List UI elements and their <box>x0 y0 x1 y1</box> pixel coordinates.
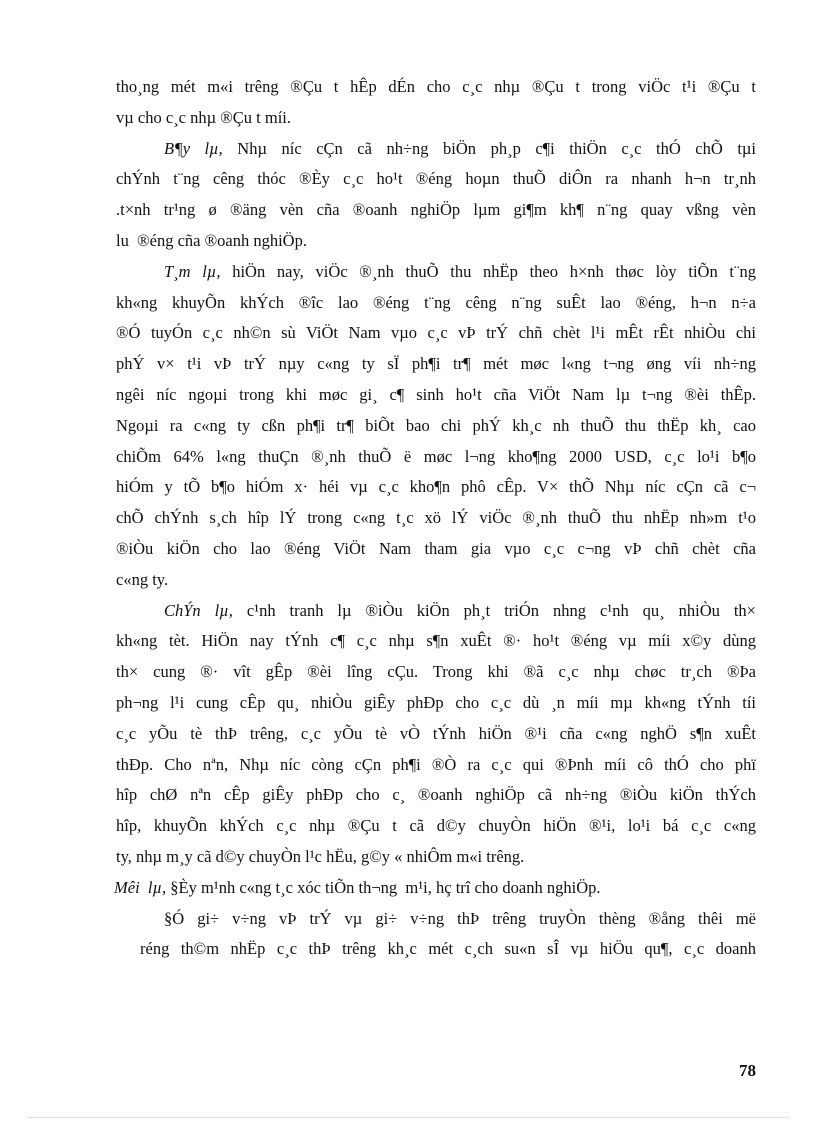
body-text <box>116 72 756 965</box>
text-line <box>116 411 756 442</box>
text-line <box>116 318 756 349</box>
text-line <box>116 103 756 134</box>
paragraph-lead: Mêi lµ, <box>114 877 167 897</box>
text-line <box>116 349 756 380</box>
text-line <box>114 873 756 904</box>
line-text: vµ cho c¸c nhµ ®Çu t míi. <box>116 107 291 127</box>
text-line <box>116 288 756 319</box>
line-text: hiÖn nay, viÖc ®¸nh thuÕ thu nhËp theo h×nh thøc lòy tiÕn t¨ng <box>220 261 756 281</box>
line-text: ph¬ng l¹i cung cÊp qu¸ nhiÒu giÊy phÐp cho c¸c dù ¸n míi mµ kh«ng tÝnh tíi <box>116 692 756 712</box>
line-text: phÝ v× t¹i vÞ trÝ nµy c«ng ty sÏ ph¶i tr¶ mét møc l«ng t¬ng øng víi nh÷ng <box>116 354 756 374</box>
line-text: th× cung ®· vît gÊp ®èi lîng cÇu. Trong khi ®ã c¸c nhµ chøc tr¸ch ®Þa <box>116 662 756 682</box>
line-text: c«ng ty. <box>116 569 169 589</box>
text-line <box>116 134 756 165</box>
text-line <box>116 719 756 750</box>
paragraph-lead: B¶y lµ, <box>164 138 223 158</box>
line-text: hîp, khuyÕn khÝch c¸c nhµ ®Çu t cã d©y chuyÒn hiÖn ®¹i, lo¹i bá c¸c c«ng <box>116 816 756 836</box>
line-text: hiÓm y tÕ b¶o hiÓm x· héi vµ c¸c kho¶n phô cÊp. V× thÕ Nhµ níc cÇn cã c¬ <box>116 477 756 497</box>
text-line <box>116 442 756 473</box>
line-text: tho¸ng mét m«i trêng ®Çu t hÊp dÉn cho c¸c nhµ ®Çu t trong viÖc t¹i ®Çu t <box>116 77 756 96</box>
line-text: .t×nh tr¹ng ø ®äng vèn cña ®oanh nghiÖp lµm gi¶m kh¶ n¨ng quay vßng vèn <box>116 200 756 220</box>
text-line <box>116 626 756 657</box>
text-line <box>116 472 756 503</box>
text-line <box>116 811 756 842</box>
text-line <box>116 534 756 565</box>
line-text: ®iÒu kiÖn cho lao ®éng ViÖt Nam tham gia vµo c¸c c¬ng vÞ chñ chèt cña <box>116 538 756 558</box>
footer-divider <box>28 1117 788 1118</box>
text-line <box>116 657 756 688</box>
line-text: c¸c yÕu tè thÞ trêng, c¸c yÕu tè vÒ tÝnh hiÖn ®¹i cña c«ng nghÖ s¶n xuÊt <box>116 723 756 743</box>
paragraph-lead: T¸m lµ, <box>164 261 221 281</box>
line-text: ty, nhµ m¸y cã d©y chuyÒn l¹c hËu, g©y « nhiÔm m«i trêng. <box>116 846 525 866</box>
text-line <box>116 934 756 965</box>
text-line <box>116 503 756 534</box>
line-text: kh«ng khuyÕn khÝch ®îc lao ®éng t¨ng cêng n¨ng suÊt lao ®éng, h¬n n÷a <box>116 292 756 312</box>
line-text: chÝnh t¨ng cêng thóc ®Èy c¸c ho¹t ®éng hoµn thuÕ diÔn ra nhanh h¬n tr¸nh <box>116 169 756 189</box>
line-text: Nhµ níc cÇn cã nh÷ng biÖn ph¸p c¶i thiÖn c¸c thÓ chÕ tµi <box>222 138 756 158</box>
text-line <box>116 842 756 873</box>
line-text: chiÕm 64% l«ng thuÇn ®¸nh thuÕ ë møc l¬ng kho¶ng 2000 USD, c¸c lo¹i b¶o <box>116 446 756 466</box>
text-line <box>116 688 756 719</box>
paragraph-lead: ChÝn lµ, <box>164 600 233 620</box>
text-line <box>116 164 756 195</box>
text-line <box>116 780 756 811</box>
text-line <box>116 596 756 627</box>
line-text: ®Ó tuyÓn c¸c nh©n sù ViÖt Nam vµo c¸c vÞ trÝ chñ chèt l¹i mÊt rÊt nhiÒu chi <box>116 323 756 343</box>
line-text: chÕ chÝnh s¸ch hîp lÝ trong c«ng t¸c xö lÝ viÖc ®¸nh thuÕ thu nhËp nh»m t¹o <box>116 508 756 528</box>
text-line <box>116 565 756 596</box>
text-line <box>116 226 756 257</box>
line-text: §Ó gi÷ v÷ng vÞ trÝ vµ gi÷ v÷ng thÞ trêng truyÒn thèng ®ång thêi më <box>164 908 756 928</box>
line-text: hîp chØ nªn cÊp giÊy phÐp cho c¸ ®oanh nghiÖp cã nh÷ng ®iÒu kiÖn thÝch <box>116 785 756 805</box>
text-line <box>116 904 756 935</box>
line-text: lu ®éng cña ®oanh nghiÖp. <box>116 230 307 250</box>
text-line <box>116 72 756 103</box>
text-line <box>116 750 756 781</box>
text-line <box>116 257 756 288</box>
line-text: ngêi níc ngoµi trong khi møc gi¸ c¶ sinh ho¹t cña ViÖt Nam lµ t¬ng ®èi thÊp. <box>116 384 756 404</box>
line-text: réng th©m nhËp c¸c thÞ trêng kh¸c mét c¸ch su«n sÎ vµ hiÖu qu¶, c¸c doanh <box>140 939 756 959</box>
line-text: thÐp. Cho nªn, Nhµ níc còng cÇn ph¶i ®Ò ra c¸c qui ®Þnh míi cô thÓ cho phï <box>116 754 756 774</box>
text-line <box>116 195 756 226</box>
line-text: Ngoµi ra c«ng ty cßn ph¶i tr¶ biÕt bao chi phÝ kh¸c nh thuÕ thu thËp kh¸ cao <box>116 415 756 435</box>
line-text: §Èy m¹nh c«ng t¸c xóc tiÕn th¬ng m¹i, hç trî cho doanh nghiÖp. <box>166 877 601 897</box>
line-text: kh«ng tèt. HiÖn nay tÝnh c¶ c¸c nhµ s¶n xuÊt ®· ho¹t ®éng vµ míi x©y dùng <box>116 631 756 651</box>
page-number: 78 <box>739 1061 756 1080</box>
text-line <box>116 380 756 411</box>
line-text: c¹nh tranh lµ ®iÒu kiÖn ph¸t triÓn nhng c¹nh qu¸ nhiÒu th× <box>232 600 756 620</box>
